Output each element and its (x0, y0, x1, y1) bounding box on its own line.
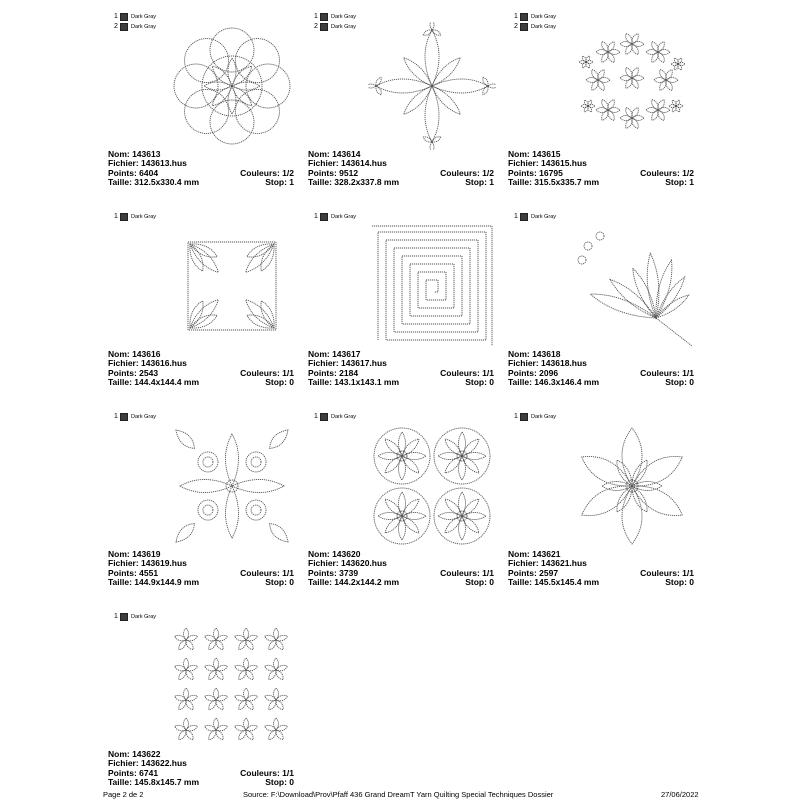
legend-number: 1 (314, 413, 318, 420)
design-size: Taille: 145.5x145.4 mm (508, 576, 600, 587)
scroll-flower-icon (168, 422, 296, 550)
design-card (508, 12, 694, 202)
color-legend (114, 212, 156, 222)
legend-number: 1 (114, 413, 118, 420)
flower-grid-icon (168, 622, 296, 750)
design-colors: Couleurs: 1/2 (440, 167, 494, 178)
legend-row (114, 12, 156, 22)
color-swatch (520, 413, 528, 421)
design-size: Taille: 312.5x330.4 mm (108, 176, 200, 187)
design-file: Fichier: 143616.hus (108, 358, 187, 369)
design-stops: Stop: 0 (265, 376, 294, 387)
design-points: Points: 16795 (508, 167, 563, 178)
color-legend (314, 412, 356, 422)
design-size: Taille: 143.1x143.1 mm (308, 376, 400, 387)
design-colors: Couleurs: 1/1 (640, 367, 694, 378)
color-swatch (120, 213, 128, 221)
design-colors: Couleurs: 1/1 (640, 567, 694, 578)
design-name: Nom: 143622 (108, 749, 161, 759)
legend-number: 1 (514, 213, 518, 220)
design-points: Points: 6741 (108, 767, 159, 778)
legend-number: 1 (314, 213, 318, 220)
legend-label: Dark Gray (531, 24, 557, 30)
legend-row (314, 412, 356, 422)
design-size: Taille: 144.9x144.9 mm (108, 576, 200, 587)
design-stops: Stop: 0 (665, 376, 694, 387)
design-card (308, 12, 494, 202)
design-colors: Couleurs: 1/1 (240, 567, 294, 578)
color-swatch (120, 23, 128, 31)
design-info (108, 150, 294, 187)
design-info (108, 550, 294, 587)
color-swatch (320, 413, 328, 421)
design-name: Nom: 143616 (108, 349, 161, 359)
design-file: Fichier: 143618.hus (508, 358, 587, 369)
color-legend (514, 212, 556, 222)
color-swatch (120, 13, 128, 21)
design-info (508, 350, 694, 387)
legend-row (314, 22, 356, 32)
design-file: Fichier: 143614.hus (308, 158, 387, 169)
design-stops: Stop: 0 (465, 576, 494, 587)
design-card (108, 212, 294, 402)
design-colors: Couleurs: 1/2 (240, 167, 294, 178)
legend-row (514, 12, 556, 22)
design-stops: Stop: 1 (465, 176, 494, 187)
design-info (508, 550, 694, 587)
design-size: Taille: 144.4x144.4 mm (108, 376, 200, 387)
design-colors: Couleurs: 1/1 (440, 567, 494, 578)
design-file: Fichier: 143622.hus (108, 758, 187, 769)
legend-row (314, 12, 356, 22)
design-stops: Stop: 0 (265, 776, 294, 787)
legend-number: 1 (114, 13, 118, 20)
color-swatch (320, 13, 328, 21)
color-swatch (520, 13, 528, 21)
legend-label: Dark Gray (331, 24, 357, 30)
legend-label: Dark Gray (131, 414, 157, 420)
design-size: Taille: 145.8x145.7 mm (108, 776, 200, 787)
design-points: Points: 2184 (308, 367, 359, 378)
design-size: Taille: 328.2x337.8 mm (308, 176, 400, 187)
large-petal-flower-icon (568, 422, 696, 550)
legend-label: Dark Gray (131, 614, 157, 620)
square-spiral-icon (368, 222, 496, 350)
corner-spray-icon (568, 222, 696, 350)
design-colors: Couleurs: 1/1 (240, 367, 294, 378)
design-name: Nom: 143613 (108, 149, 161, 159)
color-legend (314, 12, 356, 32)
design-info (308, 350, 494, 387)
legend-label: Dark Gray (131, 14, 157, 20)
legend-number: 1 (114, 213, 118, 220)
design-card (108, 12, 294, 202)
print-date: 27/06/2022 (661, 790, 699, 799)
design-colors: Couleurs: 1/1 (240, 767, 294, 778)
design-info (308, 150, 494, 187)
legend-row (114, 412, 156, 422)
design-name: Nom: 143614 (308, 149, 361, 159)
color-legend (114, 412, 156, 422)
design-file: Fichier: 143613.hus (108, 158, 187, 169)
legend-row (114, 612, 156, 622)
legend-number: 2 (114, 23, 118, 30)
design-stops: Stop: 0 (265, 576, 294, 587)
color-swatch (320, 23, 328, 31)
legend-label: Dark Gray (331, 414, 357, 420)
design-points: Points: 2597 (508, 567, 559, 578)
color-swatch (120, 413, 128, 421)
legend-number: 2 (514, 23, 518, 30)
design-points: Points: 4551 (108, 567, 159, 578)
legend-number: 2 (314, 23, 318, 30)
rose-medallion-icon (168, 22, 296, 150)
legend-row (314, 212, 356, 222)
design-file: Fichier: 143621.hus (508, 558, 587, 569)
design-size: Taille: 144.2x144.2 mm (308, 576, 400, 587)
design-file: Fichier: 143615.hus (508, 158, 587, 169)
design-stops: Stop: 0 (465, 376, 494, 387)
design-points: Points: 6404 (108, 167, 159, 178)
legend-row (114, 22, 156, 32)
color-legend (314, 212, 356, 222)
legend-row (114, 212, 156, 222)
design-card (108, 412, 294, 602)
design-card (508, 412, 694, 602)
design-points: Points: 2543 (108, 367, 159, 378)
design-info (308, 550, 494, 587)
design-name: Nom: 143619 (108, 549, 161, 559)
design-name: Nom: 143617 (308, 349, 361, 359)
design-size: Taille: 146.3x146.4 mm (508, 376, 600, 387)
design-file: Fichier: 143617.hus (308, 358, 387, 369)
legend-number: 1 (314, 13, 318, 20)
color-legend (114, 12, 156, 32)
color-swatch (320, 213, 328, 221)
design-size: Taille: 315.5x335.7 mm (508, 176, 600, 187)
design-card (308, 412, 494, 602)
color-swatch (520, 23, 528, 31)
legend-row (514, 412, 556, 422)
design-colors: Couleurs: 1/1 (440, 367, 494, 378)
color-legend (514, 12, 556, 32)
legend-label: Dark Gray (531, 414, 557, 420)
design-stops: Stop: 1 (265, 176, 294, 187)
legend-number: 1 (114, 613, 118, 620)
color-swatch (120, 613, 128, 621)
legend-label: Dark Gray (531, 214, 557, 220)
legend-row (514, 212, 556, 222)
legend-label: Dark Gray (531, 14, 557, 20)
design-info (508, 150, 694, 187)
design-name: Nom: 143618 (508, 349, 561, 359)
legend-label: Dark Gray (331, 214, 357, 220)
design-points: Points: 9512 (308, 167, 359, 178)
legend-row (514, 22, 556, 32)
legend-number: 1 (514, 13, 518, 20)
color-legend (514, 412, 556, 422)
design-name: Nom: 143620 (308, 549, 361, 559)
color-legend (114, 612, 156, 622)
source-path: Source: F:\Download\Prov\Pfaff 436 Grand DreamT Yarn Quilting Special Techniques Dossier (243, 790, 554, 799)
legend-label: Dark Gray (331, 14, 357, 20)
design-points: Points: 2096 (508, 367, 559, 378)
design-stops: Stop: 1 (665, 176, 694, 187)
legend-label: Dark Gray (131, 24, 157, 30)
design-file: Fichier: 143619.hus (108, 558, 187, 569)
design-file: Fichier: 143620.hus (308, 558, 387, 569)
design-card (308, 212, 494, 402)
design-card (508, 212, 694, 402)
page-number: Page 2 de 2 (103, 790, 144, 799)
design-name: Nom: 143621 (508, 549, 561, 559)
legend-label: Dark Gray (131, 214, 157, 220)
four-circle-flowers-icon (368, 422, 496, 550)
design-points: Points: 3739 (308, 567, 359, 578)
flower-cluster-icon (568, 22, 696, 150)
design-name: Nom: 143615 (508, 149, 561, 159)
design-card (108, 612, 294, 800)
design-stops: Stop: 0 (665, 576, 694, 587)
heart-star-flower-icon (368, 22, 496, 150)
design-info (108, 750, 294, 787)
leaf-frame-icon (168, 222, 296, 350)
color-swatch (520, 213, 528, 221)
design-info (108, 350, 294, 387)
design-colors: Couleurs: 1/2 (640, 167, 694, 178)
legend-number: 1 (514, 413, 518, 420)
